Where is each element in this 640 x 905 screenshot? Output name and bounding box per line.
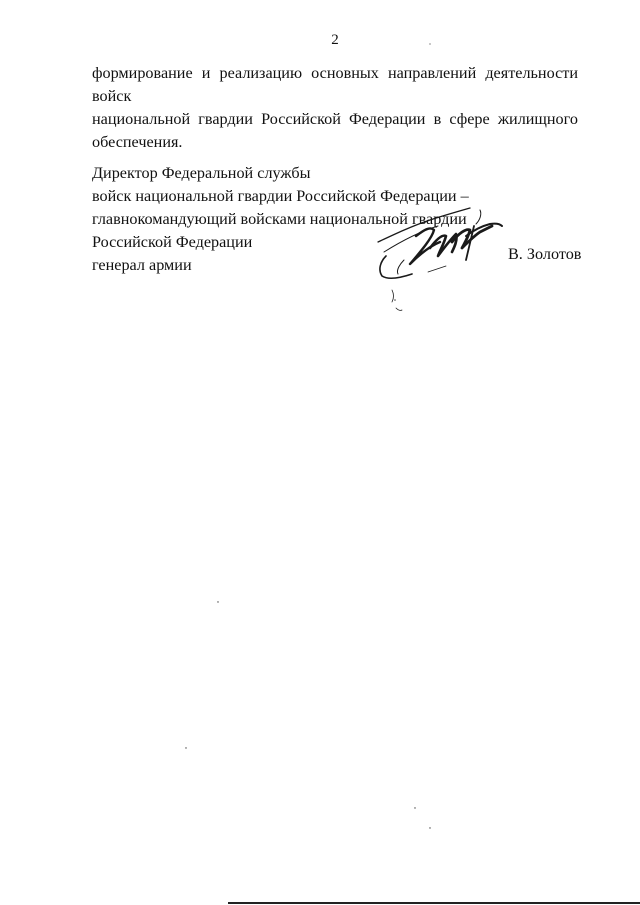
- body-line-2: национальной гвардии Российской Федерации в сфере жилищного: [92, 110, 578, 128]
- signatory-title-line-4: Российской Федерации: [92, 233, 253, 251]
- page-number: 2: [331, 32, 339, 48]
- signatory-title-line-1: Директор Федеральной службы: [92, 164, 311, 182]
- body-line-3: обеспечения.: [92, 133, 183, 151]
- signatory-title-line-2: войск национальной гвардии Российской Федерации –: [92, 187, 469, 205]
- scan-bottom-edge: [228, 902, 640, 904]
- signatory-title-line-3: главнокомандующий войсками национальной гвардии: [92, 210, 467, 228]
- handwritten-signature: [370, 190, 510, 315]
- signer-name: В. Золотов: [508, 245, 582, 263]
- signatory-rank: генерал армии: [92, 256, 192, 274]
- body-line-1: формирование и реализацию основных направлений деятельности войск: [92, 64, 578, 105]
- body-paragraph: [92, 62, 578, 154]
